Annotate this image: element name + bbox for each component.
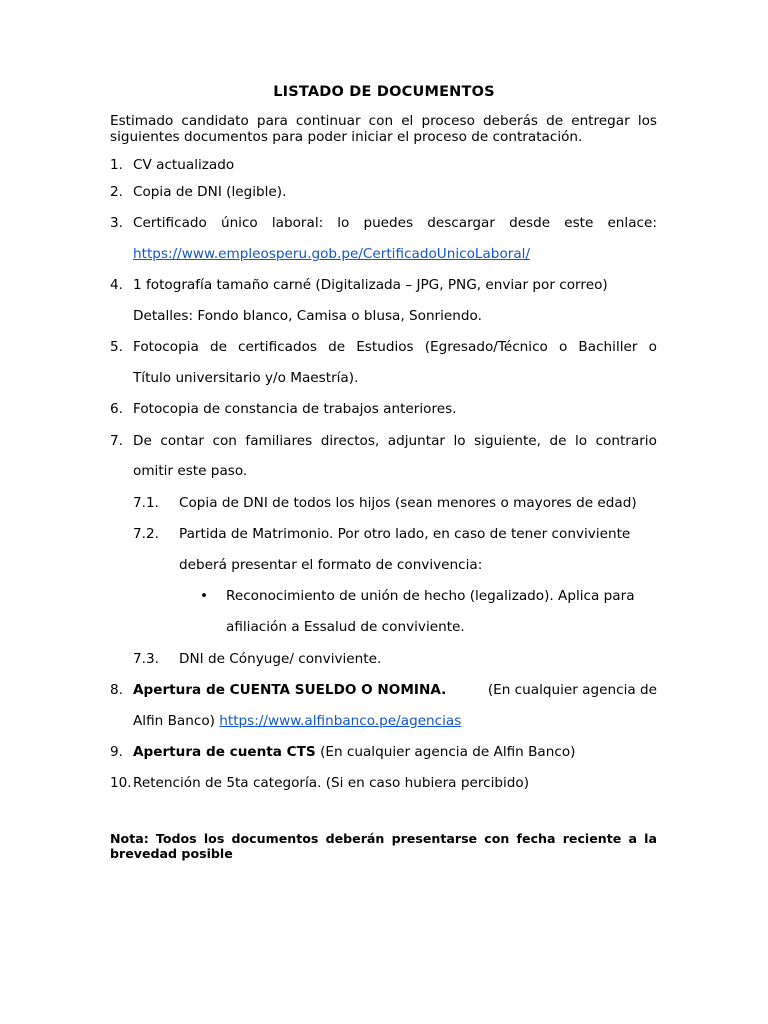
word: De (133, 433, 152, 449)
list-number: 1. (110, 157, 123, 173)
list-item-text-continued: omitir este paso. (133, 463, 248, 479)
word: único (220, 215, 258, 231)
word: de (209, 339, 227, 355)
sublist-number: 7.3. (133, 651, 159, 667)
word: Estudios (356, 339, 414, 355)
bullet-icon: • (200, 588, 209, 604)
word: contar (160, 433, 204, 449)
sublist-item-text: Copia de DNI de todos los hijos (sean menores o mayores de edad) (179, 495, 637, 511)
intro-line-1: Estimado candidato para continuar con el proceso deberás de entregar los (110, 113, 657, 129)
word: certificados (238, 339, 317, 355)
list-number: 7. (110, 433, 123, 449)
word: laboral: (271, 215, 324, 231)
list-item-text: Copia de DNI (legible). (133, 184, 287, 200)
word: enlace: (607, 215, 657, 231)
list-item-text-continued-label: Alfin Banco) (133, 713, 215, 729)
word: desde (509, 215, 551, 231)
word: familiares (245, 433, 313, 449)
word: lo (453, 433, 466, 449)
list-item-text-justified (133, 432, 657, 450)
word: Bachiller (578, 339, 638, 355)
list-number: 6. (110, 401, 123, 417)
word: de (328, 339, 346, 355)
word: directos, (320, 433, 380, 449)
list-number: 8. (110, 682, 123, 698)
sublist-number: 7.2. (133, 526, 159, 542)
list-number: 2. (110, 184, 123, 200)
document-title: LISTADO DE DOCUMENTOS (273, 84, 495, 100)
intro-paragraph (110, 113, 657, 145)
bullet-item-text: Reconocimiento de unión de hecho (legalizado). Aplica para (226, 588, 635, 604)
list-item-text: Fotocopia de constancia de trabajos anteriores. (133, 401, 457, 417)
note-line-2: brevedad posible (110, 846, 233, 861)
word: este (564, 215, 594, 231)
list-item-text: 1 fotografía tamaño carné (Digitalizada – JPG, PNG, enviar por correo) (133, 277, 608, 293)
list-number: 5. (110, 339, 123, 355)
word: siguiente, (474, 433, 541, 449)
word: Fotocopia (133, 339, 199, 355)
word: contrario (595, 433, 657, 449)
bullet-item-text-continued: afiliación a Essalud de conviviente. (226, 619, 465, 635)
word: de (549, 433, 567, 449)
alfinbanco-link[interactable]: https://www.alfinbanco.pe/agencias (219, 713, 462, 729)
certificado-link[interactable] (133, 245, 530, 263)
list-number: 10. (110, 775, 132, 791)
list-item-text-continued: Detalles: Fondo blanco, Camisa o blusa, Sonriendo. (133, 308, 482, 324)
word: puedes (363, 215, 414, 231)
word: descargar (427, 215, 495, 231)
cuenta-sueldo-heading: Apertura de CUENTA SUELDO O NOMINA. (133, 682, 447, 698)
cuenta-cts-heading: Apertura de cuenta CTS (133, 744, 316, 760)
list-item-text-justified (133, 338, 657, 356)
list-item-text-continued: Título universitario y/o Maestría). (133, 370, 359, 386)
list-item-text: Retención de 5ta categoría. (Si en caso hubiera percibido) (133, 775, 530, 791)
list-item-text-detail: (En cualquier agencia de Alfin Banco) (320, 744, 576, 760)
list-item-text: (En cualquier agencia de (487, 682, 657, 698)
list-item-text-justified (133, 681, 657, 699)
sublist-item-text-continued: deberá presentar el formato de convivencia: (179, 557, 483, 573)
list-item-text-justified (133, 214, 657, 232)
word: con (212, 433, 237, 449)
word: lo (337, 215, 350, 231)
word: o (558, 339, 568, 355)
sublist-item-text: DNI de Cónyuge/ conviviente. (179, 651, 382, 667)
certificado-link-text[interactable]: https://www.empleosperu.gob.pe/CertificadoUnicoLaboral/ (133, 246, 531, 262)
list-number: 3. (110, 215, 123, 231)
word: lo (574, 433, 588, 449)
sublist-number: 7.1. (133, 495, 159, 511)
list-number: 9. (110, 744, 123, 760)
sublist-item-text: Partida de Matrimonio. Por otro lado, en caso de tener conviviente (179, 526, 631, 542)
intro-line-2: siguientes documentos para poder iniciar el proceso de contratación. (110, 129, 583, 145)
word: Certificado (133, 215, 207, 231)
word: o (648, 339, 657, 355)
list-number: 4. (110, 277, 123, 293)
list-item-text: CV actualizado (133, 157, 235, 173)
list-item-text (133, 743, 575, 761)
note-paragraph (110, 831, 657, 861)
word: adjuntar (387, 433, 445, 449)
list-item-text-continued (133, 712, 461, 730)
note-line-1: Nota: Todos los documentos deberán presentarse con fecha reciente a la (110, 831, 657, 846)
word: (Egresado/Técnico (424, 339, 548, 355)
